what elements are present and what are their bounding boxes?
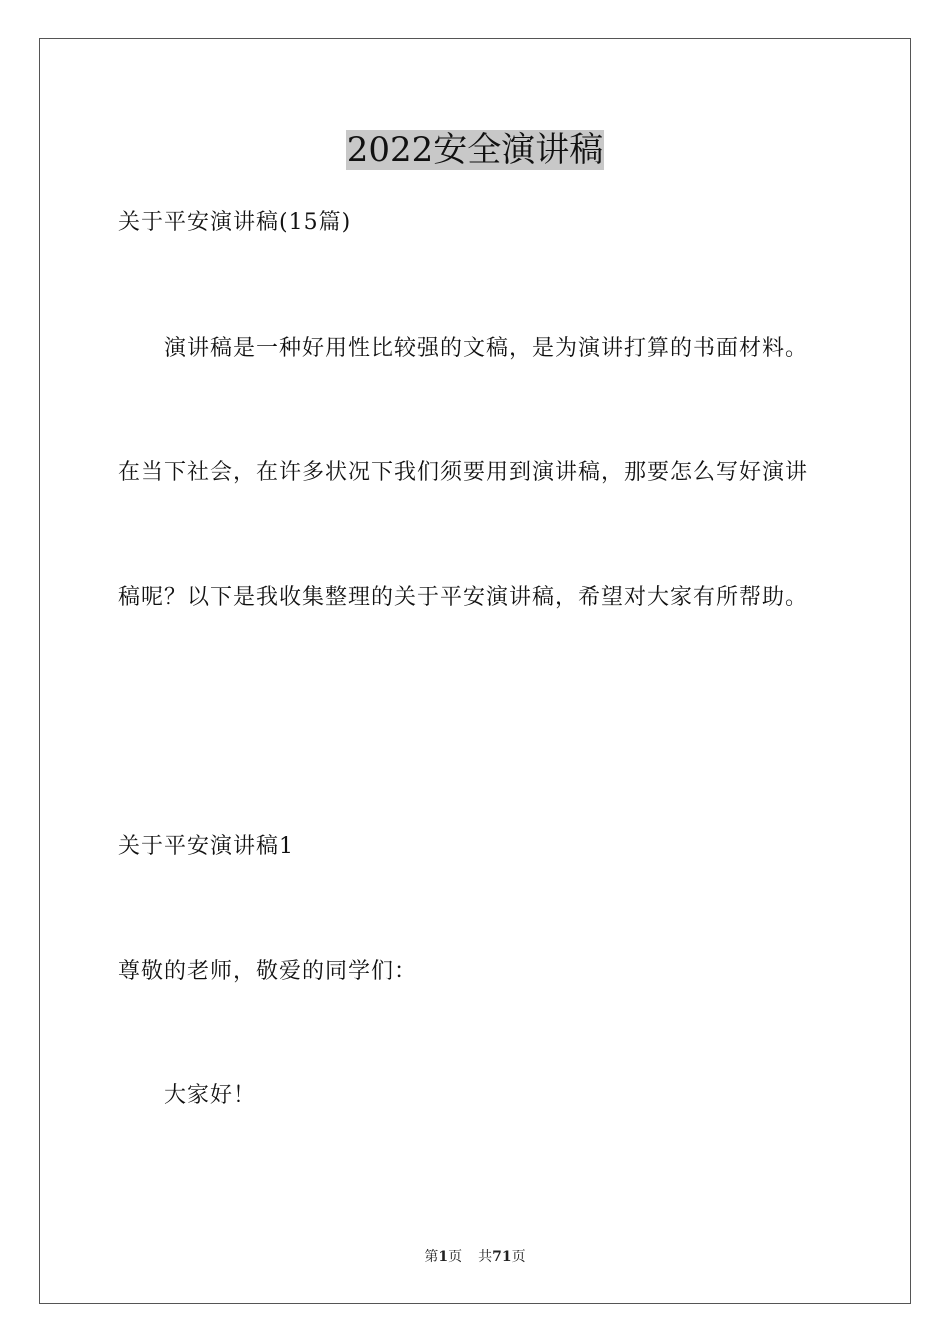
current-page-number: 1 [438, 1249, 449, 1265]
page-prefix: 第 [424, 1249, 439, 1265]
document-subtitle: 关于平安演讲稿(15篇) [118, 210, 352, 235]
section-heading: 关于平安演讲稿1 [118, 834, 294, 859]
total-suffix: 页 [511, 1249, 526, 1265]
page-suffix: 页 [448, 1249, 463, 1265]
intro-paragraph-line-2: 在当下社会，在许多状况下我们须要用到演讲稿，那要怎么写好演讲 [118, 460, 809, 485]
total-page-count: 71 [492, 1249, 512, 1265]
intro-paragraph-line-3: 稿呢？以下是我收集整理的关于平安演讲稿，希望对大家有所帮助。 [118, 585, 809, 610]
intro-paragraph-line-1: 演讲稿是一种好用性比较强的文稿，是为演讲打算的书面材料。 [164, 336, 809, 361]
document-title [0, 128, 950, 172]
total-prefix: 共 [478, 1249, 493, 1265]
greeting: 大家好！ [164, 1083, 257, 1108]
page-footer [0, 1247, 950, 1267]
salutation: 尊敬的老师，敬爱的同学们： [118, 959, 418, 984]
document-title-text: 2022安全演讲稿 [346, 130, 604, 170]
